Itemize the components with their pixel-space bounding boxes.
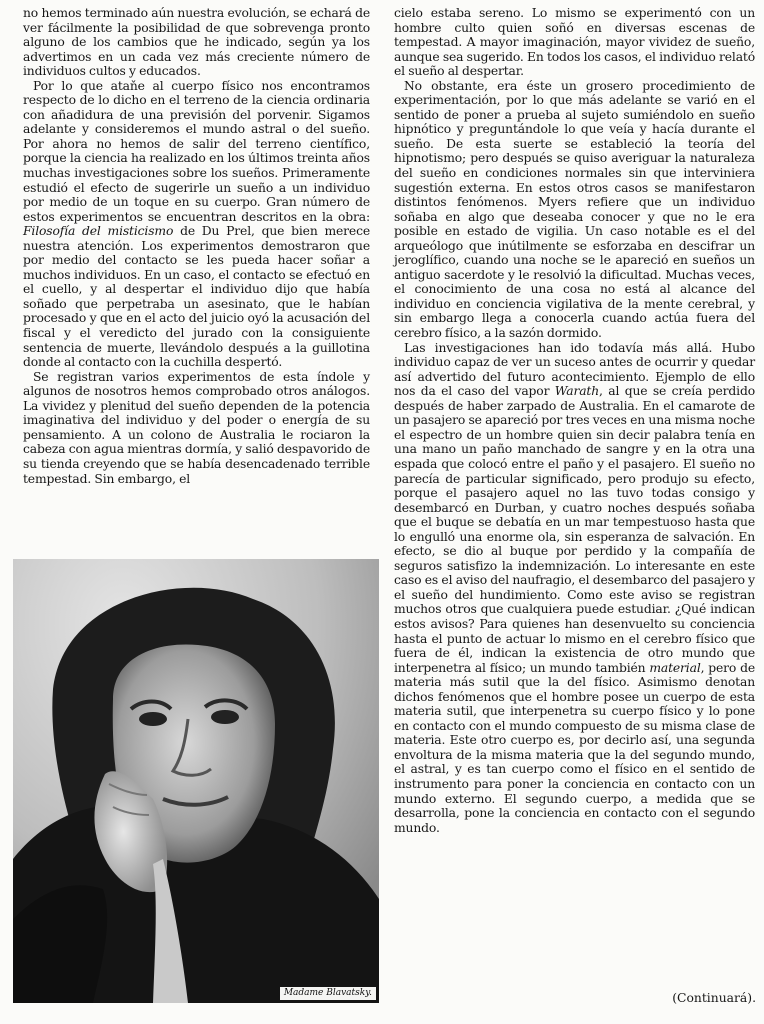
book-title: Filosofía del misticismo: [23, 224, 174, 239]
emphasis-word: material: [649, 660, 701, 675]
paragraph-text: , al que se creía perdido después de haber zarpado de Australia. En el camarote de un pasajero se apareció por tres veces en una misma noche el espectro de un hombre quien sin decir palabra tenía en una mano un paño manchado de sangre y en la otra una espada que colocó entre el paño y el pasajero. El sueño no parecía de particular significado, pero produjo su efecto, porque el pasajero aquel no las tuvo todas consigo y desembarcó en Durban, y cuatro noches después soñaba que el buque se debatía en un mar tempestuoso hasta que lo engulló una enorme ola, sin esperanza de salvación. En efecto, se dio al buque por perdido y la compañía de seguros satisfizo la indemnización. Lo interesante en este caso es el aviso del naufragio, el desembarco del pasajero y el sueño del hundimiento. Como este aviso se registran muchos otros que cualquiera puede estudiar. ¿Qué indican estos avisos? Para quienes han desenvuelto su conciencia hasta el punto de actuar lo mismo en el cerebro físico que fuera de él, indican la existencia de otro mundo que interpenetra al físico; un mundo también: [394, 384, 755, 675]
paragraph-text: de Du Prel, que bien merece nuestra atención. Los experimentos demostraron que por medio del contacto se les pueda hacer soñar a muchos individuos. En un caso, el contacto se efectuó en el cuello, y al despertar el individuo dijo que había soñado que perpetraba un asesinato, que le habían procesado y que en el acto del juicio oyó la acusación del fiscal y el veredicto del jurado con la consiguiente sentencia de muerte, llevándolo después a la guillotina donde al contacto con la cuchilla despertó.: [23, 224, 370, 370]
left-column: [23, 6, 370, 486]
paragraph: [23, 79, 370, 370]
photo-caption: Madame Blavatsky.: [280, 987, 376, 1000]
paragraph: Se registran varios experimentos de esta índole y algunos de nosotros hemos comprobado otros análogos. La vividez y plenitud del sueño dependen de la potencia imaginativa del individuo y del poder o energía de su pensamiento. A un colono de Australia le rociaron la cabeza con agua mientras dormía, y salió despavorido de su tienda creyendo que se había desencadenado terrible tempestad. Sin embargo, el: [23, 369, 370, 486]
portrait-photo: [13, 559, 379, 1003]
paragraph: [394, 341, 755, 836]
paragraph: cielo estaba sereno. Lo mismo se experimentó con un hombre culto quien soñó en diversas escenas de tempestad. A mayor imaginación, mayor vividez de sueño, aunque sea sugerido. En todos los casos, el individuo relató el sueño al despertar.: [394, 6, 755, 79]
continued-note: (Continuará).: [672, 991, 756, 1005]
paragraph: No obstante, era éste un grosero procedimiento de experimentación, por lo que más adelante se varió en el sentido de poner a prueba al sujeto sumiéndolo en sueño hipnótico y preguntándole lo que veía y hacía durante el sueño. De esta suerte se estableció la teoría del hipnotismo; pero después se quiso averiguar la naturaleza del sueño en condiciones normales sin que interviniera sugestión externa. En estos otros casos se manifestaron distintos fenómenos. Myers refiere que un individuo soñaba en algo que deseaba conocer y que no le era posible en estado de vigilia. Un caso notable es el del arqueólogo que inútilmente se esforzaba en descifrar un jeroglífico, cuando una noche se le apareció en sueños un antiguo sacerdote y le resolvió la dificultad. Muchas veces, el conocimiento de una cosa no está al alcance del individuo en conciencia vigilativa de la mente cerebral, y sin embargo llega a conocerla cuando actúa fuera del cerebro físico, a la sazón dormido.: [394, 78, 755, 341]
right-column: [394, 6, 755, 835]
paragraph-text: Las investigaciones han ido todavía más allá. Hubo individuo capaz de ver un suceso antes de ocurrir y quedar así advertido del futuro acontecimiento. Ejemplo de ello nos da el caso del vapor: [394, 340, 755, 399]
paragraph-text: , pero de materia más sutil que la del físico. Asimismo denotan dichos fenómenos que el hombre posee un cuerpo de esta materia sutil, que interpenetra su cuerpo físico y lo pone en contacto con el mundo compuesto de su misma clase de materia. Este otro cuerpo es, por decirlo así, una segunda envoltura de la misma materia que la del segundo mundo, el astral, y es tan cuerpo como el físico en el sentido de instrumento para poner la conciencia en contacto con un mundo externo. El segundo cuerpo, a medida que se desarrolla, pone la conciencia en contacto con el segundo mundo.: [394, 660, 755, 835]
paragraph: no hemos terminado aún nuestra evolución, se echará de ver fácilmente la posibilidad de que sobrevenga pronto alguno de los cambios que he indicado, según ya los advertimos en un cada vez más creciente número de individuos cultos y educados.: [23, 6, 370, 79]
paragraph-text: Por lo que ataňe al cuerpo físico nos encontramos respecto de lo dicho en el terreno de la ciencia ordinaria con añadidura de una previsión del porvenir. Sigamos adelante y consideremos el mundo astral o del sueño. Por ahora no hemos de salir del terreno científico, porque la ciencia ha realizado en los últimos treinta años muchas investigaciones sobre los sueños. Primeramente estudió el efecto de sugerirle un sueño a un individuo por medio de un toque en su cuerpo. Gran número de estos experimentos se encuentran descritos en la obra:: [23, 78, 370, 224]
portrait-image: [13, 559, 379, 1003]
ship-name: Warath: [554, 384, 600, 399]
